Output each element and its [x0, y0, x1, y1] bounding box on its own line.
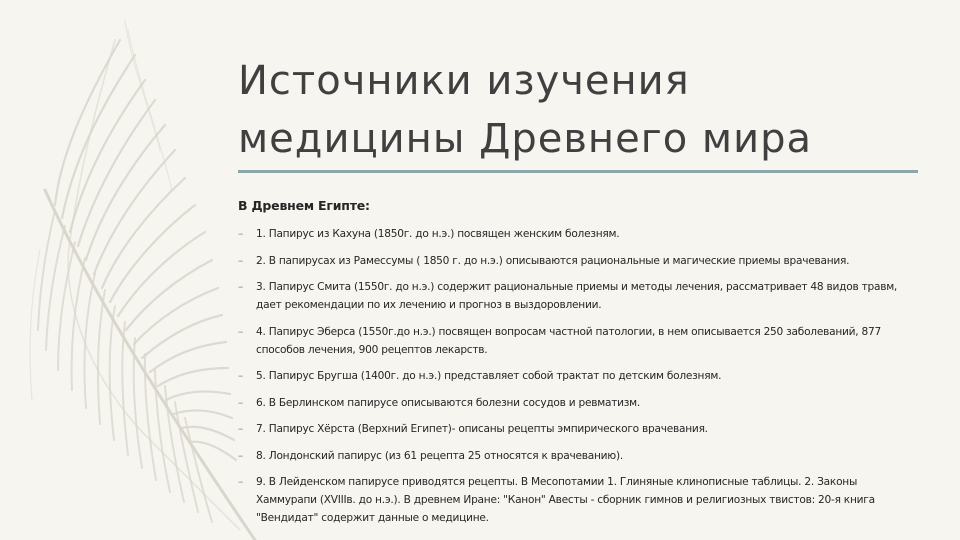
- title-divider: [238, 170, 918, 173]
- list-item-text: 2. В папирусах из Рамессумы ( 1850 г. до н.э.) описываются рациональные и магические приемы врачевания.: [256, 254, 850, 267]
- list-item: [238, 447, 918, 465]
- list-item: [238, 278, 918, 314]
- list-item-text: 7. Папирус Хёрста (Верхний Египет)- описаны рецепты эмпирического врачевания.: [256, 423, 708, 435]
- list-item: [238, 394, 918, 412]
- list-item: [238, 420, 918, 438]
- title-line-1: Источники изучения: [238, 58, 690, 104]
- bullet-dash-icon: –: [238, 281, 244, 293]
- list-item-text: 4. Папирус Эберса (1550г.до н.э.) посвящен вопросам частной патологии, в нем описывается 250 заболеваний, 877 способов лечения, 900 рецептов лекарств.: [256, 325, 881, 356]
- title-line-2: медицины Древнего мира: [238, 116, 812, 162]
- list-item: [238, 367, 918, 385]
- slide-title: [238, 52, 938, 168]
- bullet-dash-icon: –: [238, 370, 244, 382]
- list-item-text: 9. В Лейденском папирусе приводятся рецепты. В Месопотамии 1. Глиняные клинописные таблицы. 2. Законы Хаммурапи (XVIIIв. до н.э.). В древнем Иране: "Канон" Авесты - сборник гимнов и религиозных твистов: 20-я книга "Вендидат" содержит данные о медицине.: [256, 476, 875, 524]
- bullet-dash-icon: –: [238, 396, 244, 409]
- list-item-text: 8. Лондонский папирус (из 61 рецепта 25 относятся к врачеванию).: [256, 449, 623, 462]
- bullet-dash-icon: –: [238, 228, 244, 240]
- list-item-text: 5. Папирус Бругша (1400г. до н.э.) представляет собой трактат по детским болезням.: [256, 370, 722, 382]
- list-item-text: 6. В Берлинском папирусе описываются болезни сосудов и ревматизм.: [256, 396, 641, 409]
- bullet-dash-icon: –: [238, 254, 244, 267]
- bullet-dash-icon: –: [238, 476, 244, 488]
- list-item-text: 3. Папирус Смита (1550г. до н.э.) содержит рациональные приемы и методы лечения, рассматривает 48 видов травм, дает рекомендации по их лечению и прогноз в выздоровлении.: [256, 281, 898, 311]
- list-item: [238, 323, 918, 359]
- list-item: [238, 225, 918, 243]
- bullet-list: [238, 225, 918, 527]
- bullet-dash-icon: –: [238, 325, 244, 338]
- section-heading: В Древнем Египте:: [238, 198, 370, 213]
- bullet-dash-icon: –: [238, 423, 244, 435]
- list-item-text: 1. Папирус из Кахуна (1850г. до н.э.) посвящен женским болезням.: [256, 228, 620, 240]
- slide-body: [238, 198, 918, 536]
- list-item: [238, 252, 918, 270]
- bullet-dash-icon: –: [238, 449, 244, 462]
- list-item: [238, 473, 918, 527]
